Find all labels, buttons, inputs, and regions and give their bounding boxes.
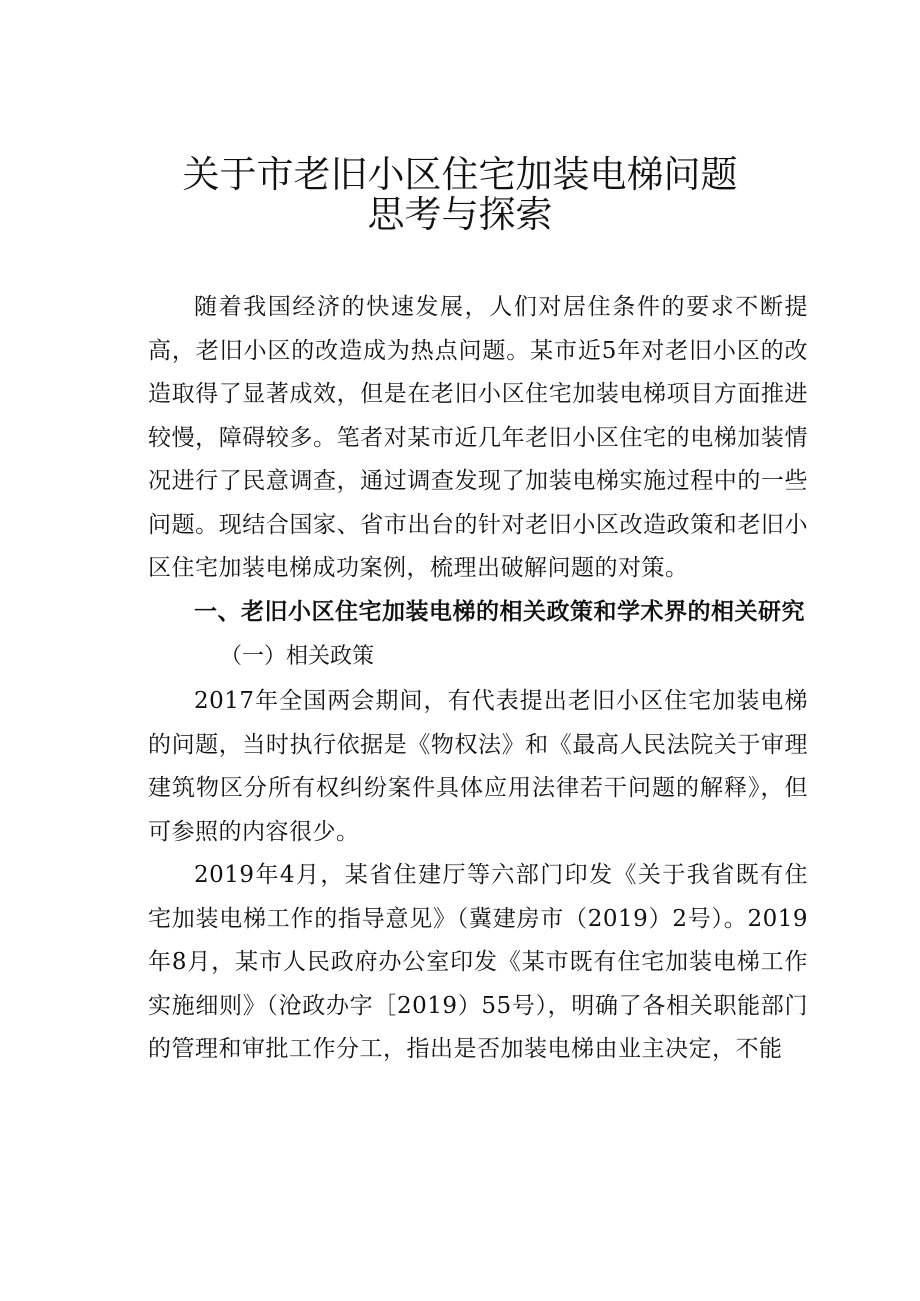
intro-paragraph: 随着我国经济的快速发展，人们对居住条件的要求不断提高，老旧小区的改造成为热点问题。某市近5年对老旧小区的改造取得了显著成效，但是在老旧小区住宅加装电梯项目方面推进较慢，障碍较多。笔者对某市近几年老旧小区住宅的电梯加装情况进行了民意调查，通过调查发现了加装电梯实施过程中的一些问题。现结合国家、省市出台的针对老旧小区改造政策和老旧小区住宅加装电梯成功案例，梳理出破解问题的对策。 xyxy=(148,294,808,581)
paragraph-2019: 2019年4月，某省住建厅等六部门印发《关于我省既有住宅加装电梯工作的指导意见》（冀建房市（2019）2号）。2019年8月，某市人民政府办公室印发《某市既有住宅加装电梯工作实施细则》（沧政办字［2019）55号），明确了各相关职能部门的管理和审批工作分工，指出是否加装电梯由业主决定，不能 xyxy=(148,862,808,1062)
title-line-2: 思考与探索 xyxy=(367,193,553,236)
subsection-heading-1: （一）相关政策 xyxy=(220,644,375,669)
document-title xyxy=(0,155,920,235)
title-line-1: 关于市老旧小区住宅加装电梯问题 xyxy=(182,153,738,196)
document-body xyxy=(148,286,808,1072)
paragraph-2017: 2017年全国两会期间，有代表提出老旧小区住宅加装电梯的问题，当时执行依据是《物权法》和《最高人民法院关于审理建筑物区分所有权纠纷案件具体应用法律若干问题的解释》，但可参照的内容很少。 xyxy=(148,688,808,845)
section-heading-1: 一、老旧小区住宅加装电梯的相关政策和学术界的相关研究 xyxy=(194,598,805,625)
